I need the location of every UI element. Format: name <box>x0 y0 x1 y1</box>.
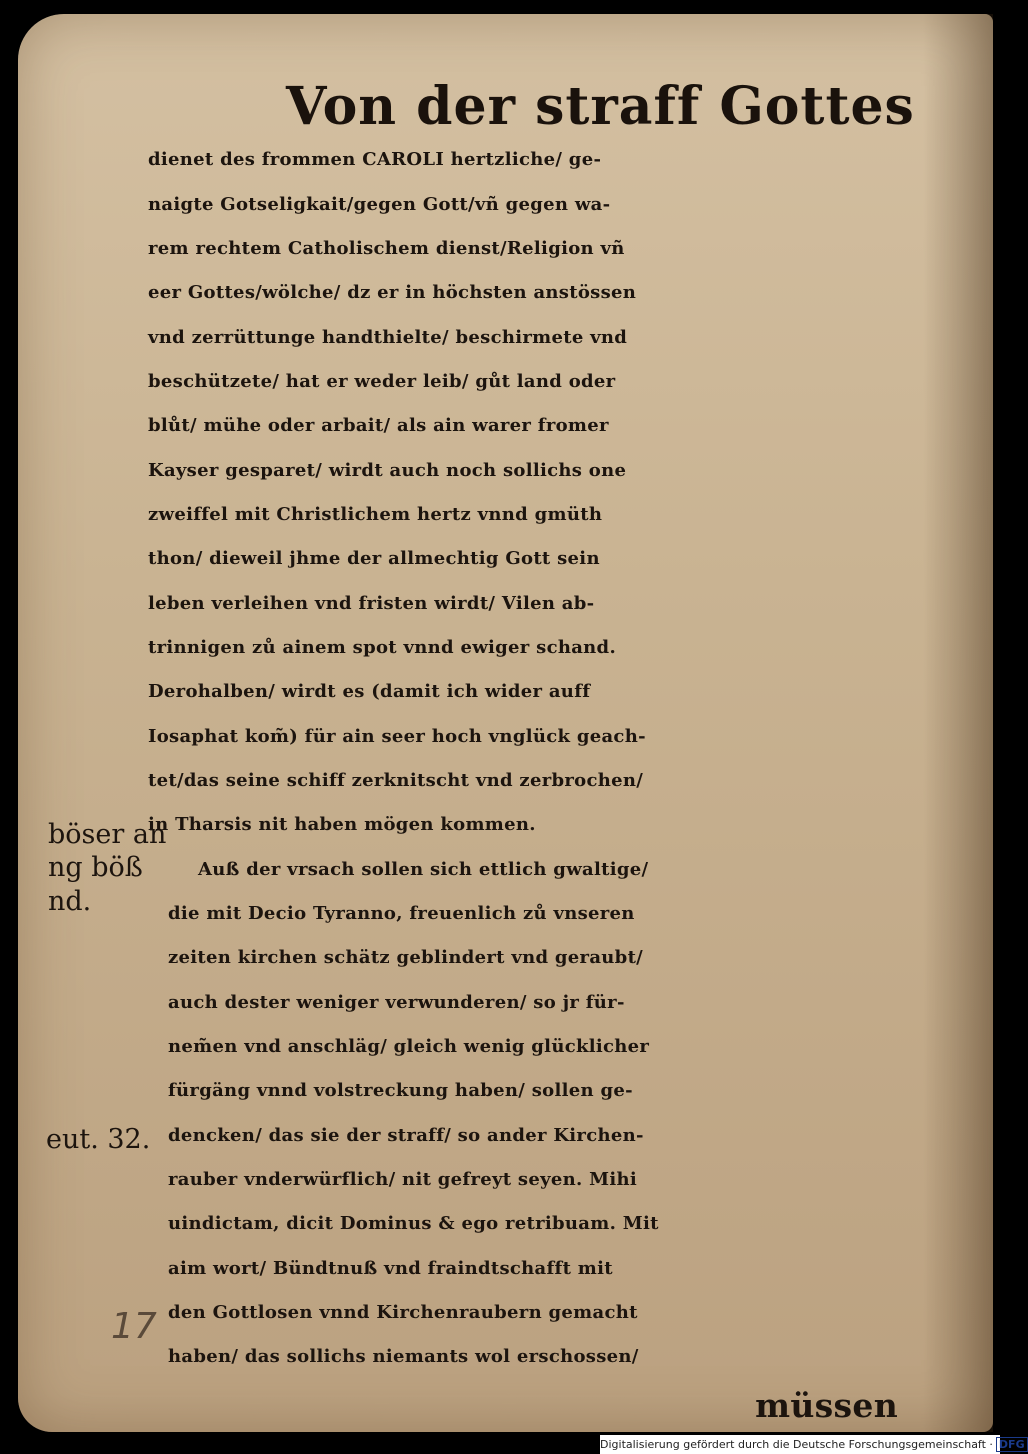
text-line: fürgäng vnnd volstreckung haben/ sollen ge- <box>168 1080 633 1101</box>
text-line: rem rechtem Catholischem dienst/Religion vñ <box>148 238 625 259</box>
text-line: trinnigen zů ainem spot vnnd ewiger schand. <box>148 637 617 658</box>
book-page <box>18 14 993 1432</box>
credit-text: Digitalisierung gefördert durch die Deutsche Forschungsgemeinschaft · <box>600 1438 993 1451</box>
text-line: leben verleihen vnd fristen wirdt/ Vilen ab- <box>148 593 595 614</box>
text-line: rauber vnderwürflich/ nit gefreyt seyen. Mihi <box>168 1169 638 1190</box>
marginal-note: nd. <box>48 886 92 917</box>
dfg-logo-icon: DFG <box>996 1437 1028 1452</box>
digitization-credit <box>600 1435 1025 1454</box>
text-line: zweiffel mit Christlichem hertz vnnd gmüth <box>148 504 603 525</box>
marginal-note: böser an <box>48 819 167 850</box>
text-line: eer Gottes/wölche/ dz er in höchsten anstössen <box>148 282 637 303</box>
text-line: haben/ das sollichs niemants wol erschossen/ <box>168 1346 639 1367</box>
text-line: nem̃en vnd anschläg/ gleich wenig glücklicher <box>168 1036 650 1057</box>
catchword: müssen <box>755 1386 898 1425</box>
marginal-note: eut. 32. <box>46 1124 151 1155</box>
page-heading: Von der straff Gottes <box>286 76 915 137</box>
text-line: auch dester weniger verwunderen/ so jr für- <box>168 992 625 1013</box>
text-line: vnd zerrüttunge handthielte/ beschirmete vnd <box>148 327 628 348</box>
text-line: dienet des frommen CAROLI hertzliche/ ge- <box>148 149 602 170</box>
text-line: Kayser gesparet/ wirdt auch noch sollichs one <box>148 460 627 481</box>
text-line: den Gottlosen vnnd Kirchenraubern gemacht <box>168 1302 638 1323</box>
text-line: aim wort/ Bündtnuß vnd fraindtschafft mit <box>168 1258 613 1279</box>
text-line: uindictam, dicit Dominus & ego retribuam. Mit <box>168 1213 659 1234</box>
folio-mark: 17 <box>111 1306 157 1347</box>
text-line: blůt/ mühe oder arbait/ als ain warer fromer <box>148 415 609 436</box>
text-line: Iosaphat kom̃) für ain seer hoch vnglück geach- <box>148 726 646 747</box>
text-line: die mit Decio Tyranno, freuenlich zů vnseren <box>168 903 635 924</box>
text-line: Auß der vrsach sollen sich ettlich gwaltige/ <box>198 859 649 880</box>
marginal-note: ng böß <box>48 852 143 883</box>
text-line: dencken/ das sie der straff/ so ander Kirchen- <box>168 1125 644 1146</box>
text-line: beschützete/ hat er weder leib/ gůt land oder <box>148 371 616 392</box>
text-line: naigte Gotseligkait/gegen Gott/vñ gegen wa- <box>148 194 611 215</box>
text-line: zeiten kirchen schätz geblindert vnd geraubt/ <box>168 947 644 968</box>
text-line: thon/ dieweil jhme der allmechtig Gott sein <box>148 548 600 569</box>
text-line: in Tharsis nit haben mögen kommen. <box>148 814 536 835</box>
text-line: Derohalben/ wirdt es (damit ich wider auff <box>148 681 591 702</box>
text-line: tet/das seine schiff zerknitscht vnd zerbrochen/ <box>148 770 644 791</box>
